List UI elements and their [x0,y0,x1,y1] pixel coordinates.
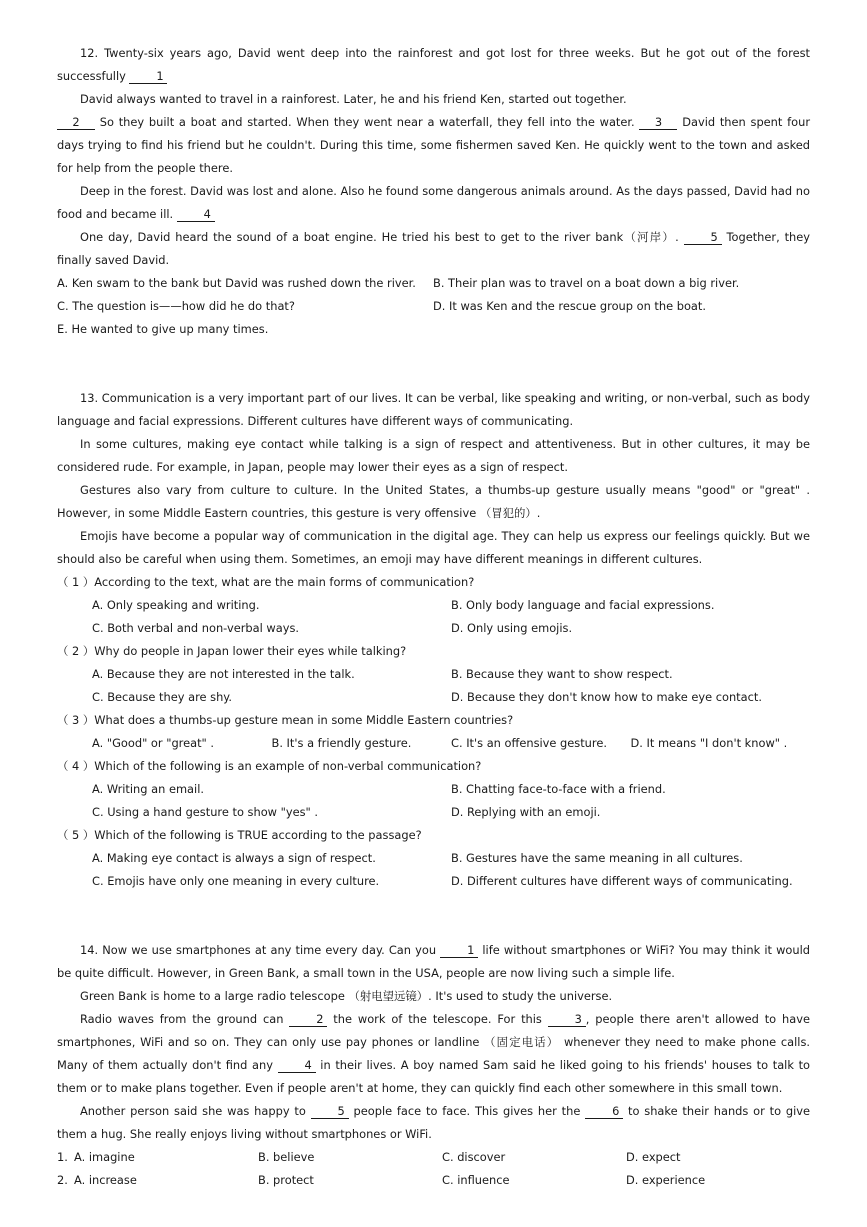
q13-paragraph-2: In some cultures, making eye contact while talking is a sign of respect and attentiveness. But in other cultures, it may be considered rude. For example, in Japan, people may lower their eyes as a sign of respect. [57,437,810,474]
q14-paragraph-1: 14. Now we use smartphones at any time every day. Can you 1 life without smartphones or WiFi? You may think it would be quite difficult. However, in Green Bank, a small town in the USA, people are now living such a simple life. [57,943,811,980]
q14-1-option-b: B. believe [258,1150,315,1164]
q14-1-option-a: A. imagine [74,1150,135,1164]
q12-paragraph-1: 12. Twenty-six years ago, David went deep into the rainforest and got lost for three weeks. But he got out of the forest successfully 1 [57,46,810,83]
q12-options-row-2 [57,295,810,318]
q13-sub-2-option-a: A. Because they are not interested in the talk. [92,667,355,681]
q13-sub-4-option-b: B. Chatting face-to-face with a friend. [451,782,666,796]
blank-2: 2 [289,1012,327,1027]
q13-sub-4-option-a: A. Writing an email. [92,782,204,796]
q14-2-option-c: C. influence [442,1173,510,1187]
q13-sub-1-option-a: A. Only speaking and writing. [92,598,260,612]
q14-2-option-b: B. protect [258,1173,314,1187]
q13-sub-3-question: （ 3 ）What does a thumbs-up gesture mean in some Middle Eastern countries? [57,713,514,727]
q14-paragraph-4: Another person said she was happy to 5 people face to face. This gives her the 6 to shake their hands or to give them a hug. She really enjoys living without smartphones or WiFi. [57,1104,811,1141]
q13-sub-5-option-b: B. Gestures have the same meaning in all cultures. [451,851,743,865]
q13-sub-1-option-d: D. Only using emojis. [451,621,573,635]
q12-option-c: C. The question is——how did he do that? [57,299,295,313]
q14-choice-row-1: 1. A. imagine B. believe C. discover D. expect [57,1146,810,1169]
q14-2-option-d: D. experience [626,1173,706,1187]
q14-choice-row-2: 2. A. increase B. protect C. influence D. experience [57,1169,810,1192]
q13-sub-3-option-d: D. It means "I don't know" . [630,736,788,750]
q13-sub-4-option-c: C. Using a hand gesture to show "yes" . [92,805,319,819]
q13-sub-1 [57,571,810,640]
q13-sub-1-option-c: C. Both verbal and non-verbal ways. [92,621,299,635]
q13-sub-1-question: （ 1 ）According to the text, what are the main forms of communication? [57,575,475,589]
q12-paragraph-3: 2 So they built a boat and started. When they went near a waterfall, they fell into the water. 3 David then spent four days trying to find his friend but he couldn't. During this time, some fishermen saved Ken. He quickly went to the town and asked for help from the people there. [57,115,811,175]
q13-sub-3-option-a: A. "Good" or "great" . [92,736,215,750]
q12-paragraph-4: Deep in the forest. David was lost and alone. Also he found some dangerous animals around. As the days passed, David had no food and became ill. 4 [57,184,810,221]
q13-sub-2-option-b: B. Because they want to show respect. [451,667,673,681]
blank-1: 1 [440,943,478,958]
q13-sub-2-option-c: C. Because they are shy. [92,690,233,704]
q13-sub-2-question: （ 2 ）Why do people in Japan lower their eyes while talking? [57,644,407,658]
q12-option-e: E. He wanted to give up many times. [57,322,269,336]
q13-sub-5 [57,824,810,893]
blank-4: 4 [278,1058,316,1073]
blank-6: 6 [585,1104,623,1119]
q14-1-option-d: D. expect [626,1150,681,1164]
blank-4: 4 [177,207,215,222]
q12-option-b: B. Their plan was to travel on a boat down a big river. [433,276,740,290]
q13-sub-5-option-c: C. Emojis have only one meaning in every culture. [92,874,380,888]
q13-sub-4-question: （ 4 ）Which of the following is an example of non-verbal communication? [57,759,482,773]
worksheet-page [57,42,810,1192]
q13-sub-1-option-b: B. Only body language and facial expressions. [451,598,715,612]
q13-paragraph-3: Gestures also vary from culture to culture. In the United States, a thumbs-up gesture usually means "good" or "great" . However, in some Middle Eastern countries, this gesture is very offensive （冒犯的）. [57,483,810,520]
q14-2-option-a: A. increase [74,1173,137,1187]
blank-3: 3 [548,1012,586,1027]
q12-paragraph-2: David always wanted to travel in a rainforest. Later, he and his friend Ken, started out together. [80,92,627,106]
question-14 [57,939,810,1192]
q12-options-row-3 [57,318,810,341]
question-13 [57,387,810,893]
blank-3: 3 [639,115,677,130]
q13-sub-5-option-a: A. Making eye contact is always a sign of respect. [92,851,376,865]
q14-paragraph-3: Radio waves from the ground can 2 the work of the telescope. For this 3 , people there aren't allowed to have smartphones, WiFi and so on. They can only use pay phones or landline （固定电话） whenever they need to make phone calls. Many of them actually don't find any 4 in their lives. A boy named Sam said he liked going to his friends' houses to talk to them or to make plans together. Even if people aren't at home, they can quickly find each other somewhere in this small town. [57,1012,811,1095]
blank-5: 5 [311,1104,349,1119]
q12-option-d: D. It was Ken and the rescue group on the boat. [433,299,707,313]
blank-1: 1 [129,69,167,84]
q12-options-row-1 [57,272,810,295]
q13-sub-4 [57,755,810,824]
q12-option-a: A. Ken swam to the bank but David was rushed down the river. [57,276,416,290]
q13-sub-3 [57,709,810,755]
q13-paragraph-1: 13. Communication is a very important part of our lives. It can be verbal, like speaking and writing, or non-verbal, such as body language and facial expressions. Different cultures have different ways of communicating. [57,391,810,428]
q13-sub-4-option-d: D. Replying with an emoji. [451,805,601,819]
q13-sub-3-option-c: C. It's an offensive gesture. [451,736,607,750]
q13-sub-2 [57,640,810,709]
question-12 [57,42,810,341]
q14-paragraph-2: Green Bank is home to a large radio telescope （射电望远镜）. It's used to study the universe. [80,989,613,1003]
q12-paragraph-5: One day, David heard the sound of a boat engine. He tried his best to get to the river bank（河岸）. 5 Together, they finally saved David. [57,230,811,267]
q13-sub-3-option-b: B. It's a friendly gesture. [271,736,412,750]
blank-5: 5 [684,230,722,245]
q13-paragraph-4: Emojis have become a popular way of communication in the digital age. They can help us express our feelings quickly. But we should also be careful when using them. Sometimes, an emoji may have different meanings in different cultures. [57,529,810,566]
q13-sub-5-question: （ 5 ）Which of the following is TRUE according to the passage? [57,828,422,842]
q14-1-option-c: C. discover [442,1150,506,1164]
q13-sub-2-option-d: D. Because they don't know how to make eye contact. [451,690,762,704]
q13-sub-5-option-d: D. Different cultures have different ways of communicating. [451,874,793,888]
blank-2: 2 [57,115,95,130]
